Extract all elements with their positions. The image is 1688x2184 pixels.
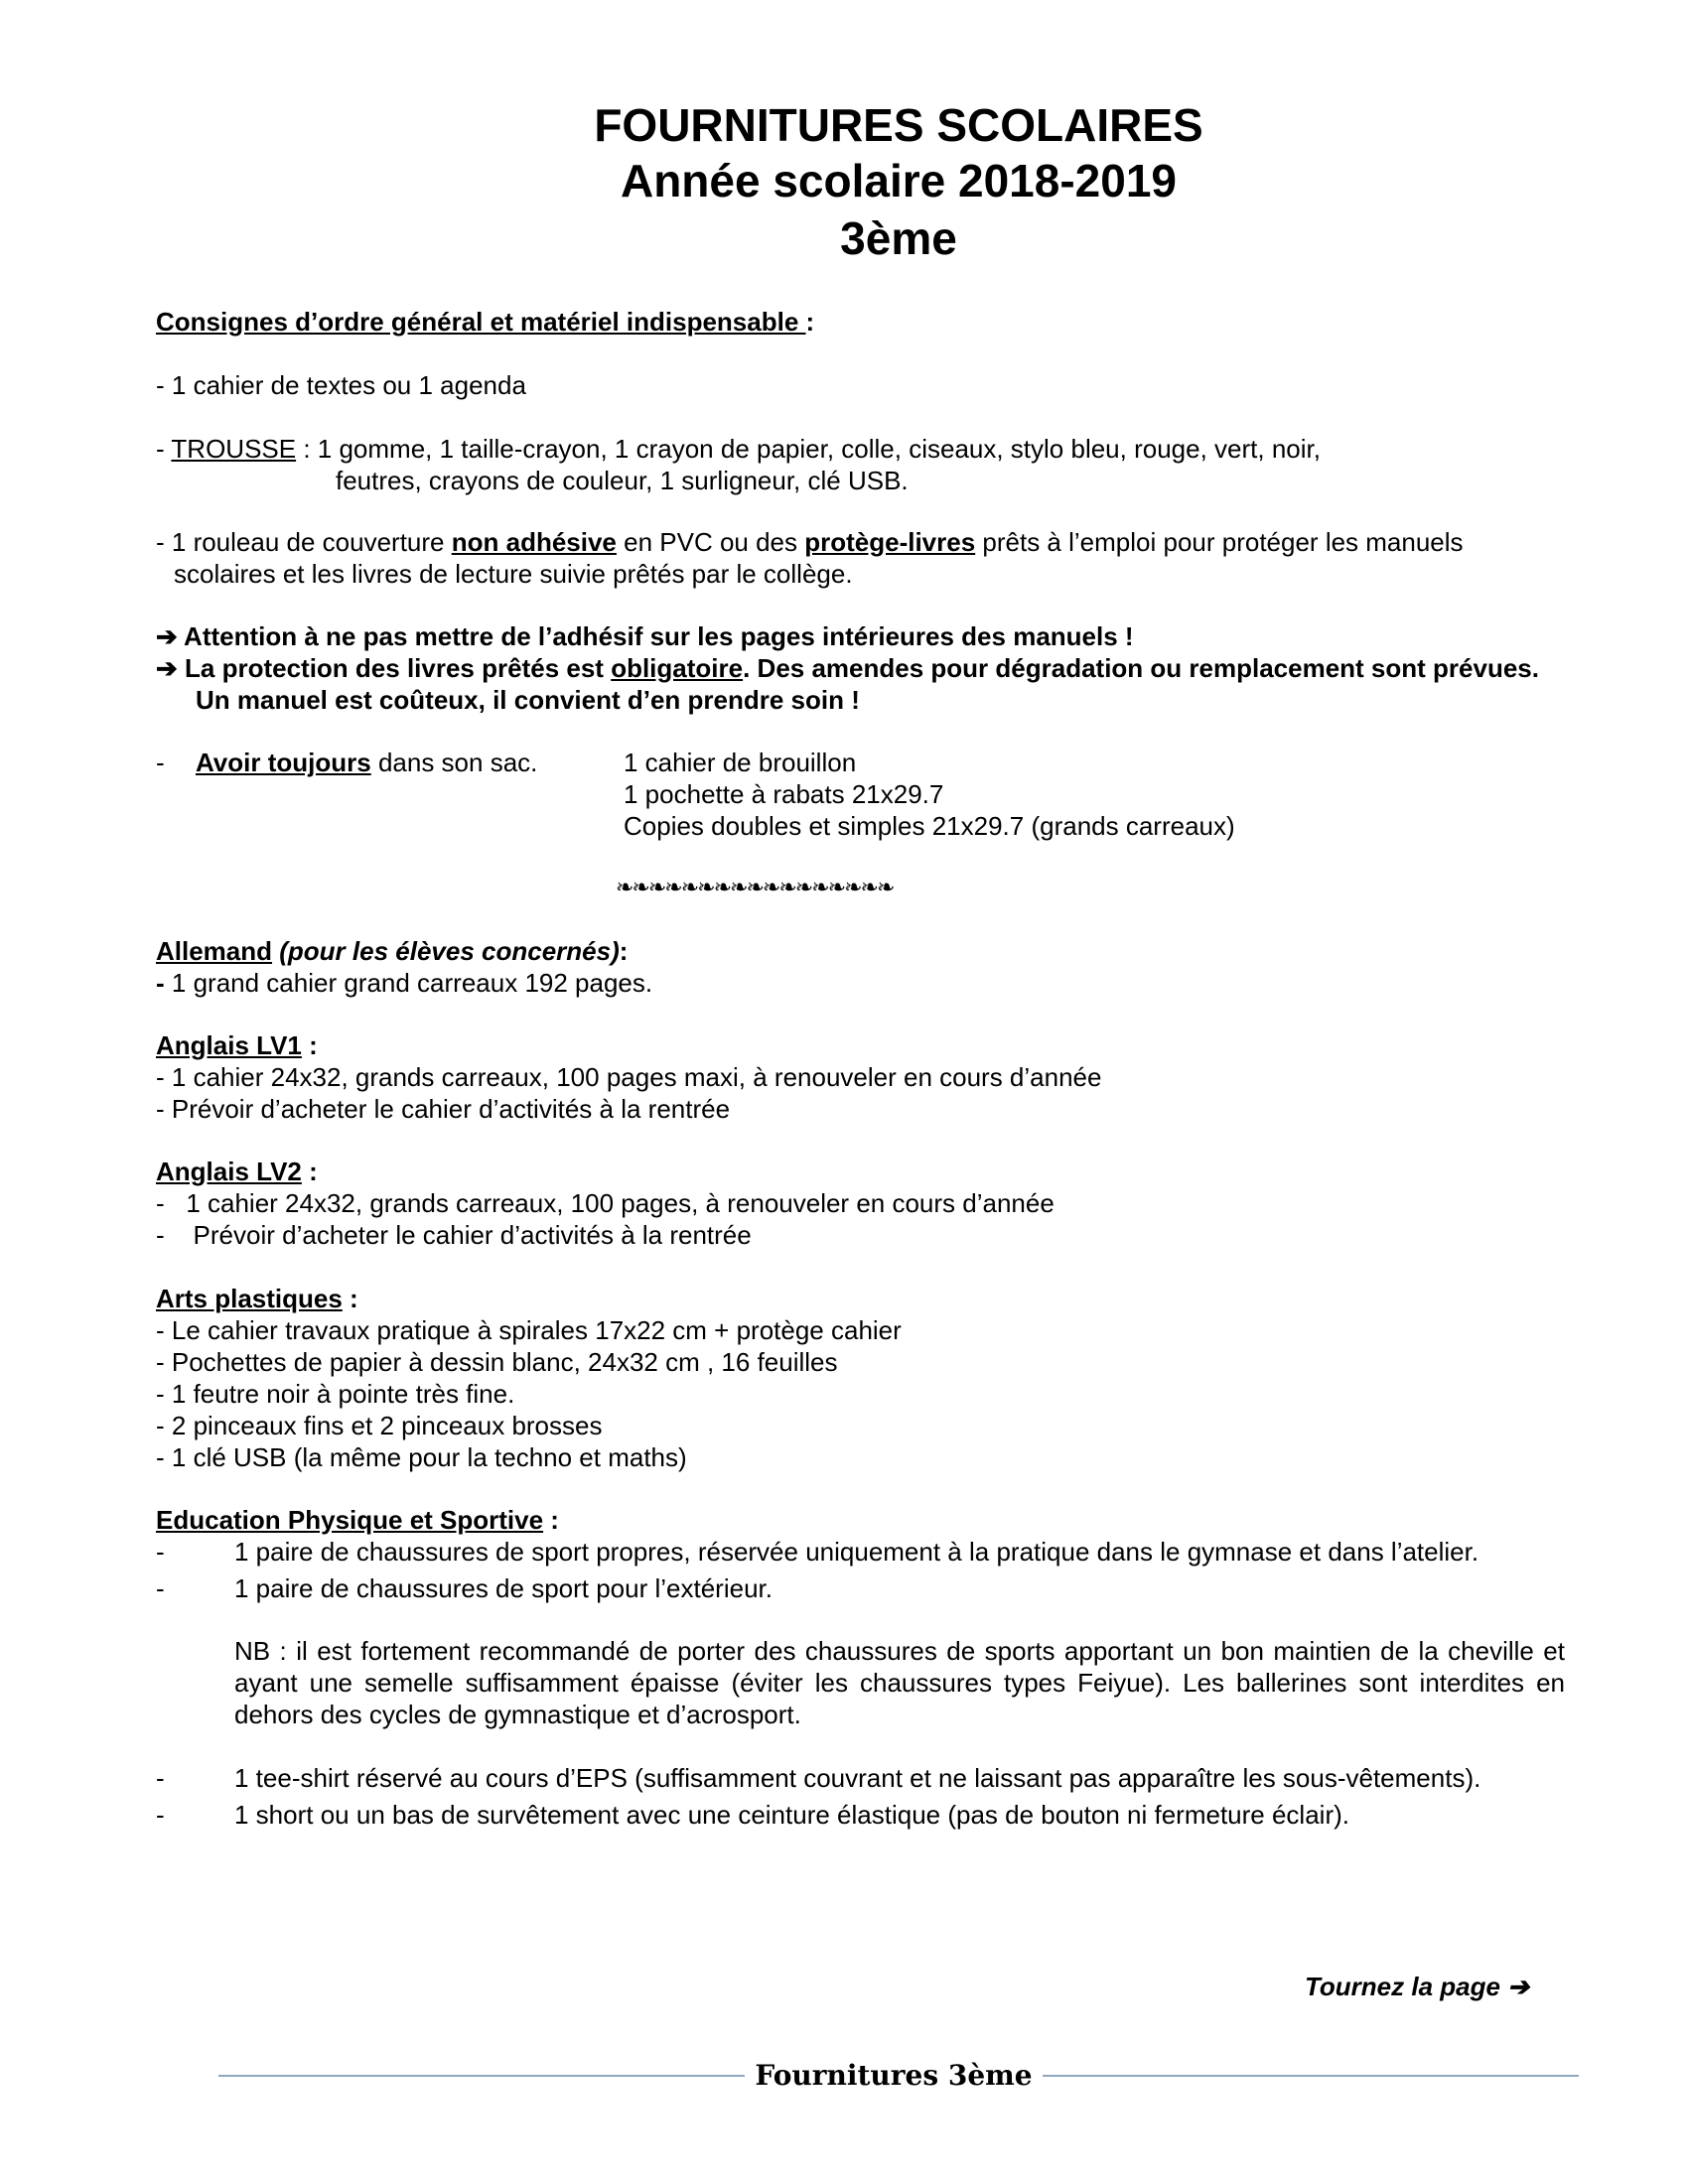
anglais-lv2-heading: Anglais LV2 : xyxy=(156,1157,318,1186)
list-item: - 1 grand cahier grand carreaux 192 pages. xyxy=(156,968,653,998)
rouleau-item: - 1 rouleau de couverture non adhésive en PVC ou des protège-livres prêts à l’emploi pour protéger les manuels xyxy=(156,527,1464,557)
list-item: - 1 cahier 24x32, grands carreaux, 100 pages maxi, à renouveler en cours d’année xyxy=(156,1062,1102,1092)
arrow-icon: ➔ xyxy=(156,621,178,651)
list-item: - Prévoir d’acheter le cahier d’activités à la rentrée xyxy=(156,1094,731,1124)
arts-heading: Arts plastiques : xyxy=(156,1284,358,1313)
footer-rule-left xyxy=(218,2075,745,2077)
list-item: 1 tee-shirt réservé au cours d’EPS (suffisamment couvrant et ne laissant pas apparaître les sous-vêtements). xyxy=(234,1763,1481,1793)
list-dash: - xyxy=(156,1537,165,1567)
list-item: 1 short ou un bas de survêtement avec une ceinture élastique (pas de bouton ni fermeture éclair). xyxy=(234,1800,1349,1830)
list-item: 1 cahier de brouillon xyxy=(624,748,857,777)
list-dash: - xyxy=(156,1763,165,1793)
grade-level: 3ème xyxy=(840,212,957,264)
list-item: - 2 pinceaux fins et 2 pinceaux brosses xyxy=(156,1411,603,1440)
eps-heading: Education Physique et Sportive : xyxy=(156,1505,559,1535)
list-item: - Prévoir d’acheter le cahier d’activités à la rentrée xyxy=(156,1220,752,1250)
warning-line-3: Un manuel est coûteux, il convient d’en prendre soin ! xyxy=(196,685,860,715)
warning-line-1: ➔ Attention à ne pas mettre de l’adhésif sur les pages intérieures des manuels ! xyxy=(156,621,1134,651)
avoir-label: Avoir toujours dans son sac. xyxy=(196,748,538,777)
anglais-lv1-heading: Anglais LV1 : xyxy=(156,1030,318,1060)
list-item: 1 pochette à rabats 21x29.7 xyxy=(624,779,944,809)
list-item: - 1 feutre noir à pointe très fine. xyxy=(156,1379,515,1409)
list-item: - 1 cahier 24x32, grands carreaux, 100 pages, à renouveler en cours d’année xyxy=(156,1188,1055,1218)
rouleau-item-continued: scolaires et les livres de lecture suivie prêtés par le collège. xyxy=(174,559,853,589)
footer-rule-right xyxy=(1043,2075,1579,2077)
eps-note: NB : il est fortement recommandé de porter des chaussures de sports apportant un bon maintien de la cheville et ayant une semelle suffisamment épaisse (éviter les chaussures types Feiyue). Les ballerines sont interdites en dehors des cycles de gymnastique et d’acrosport. xyxy=(234,1636,1565,1729)
list-item: - 1 cahier de textes ou 1 agenda xyxy=(156,370,526,400)
list-item: 1 paire de chaussures de sport propres, réservée uniquement à la pratique dans le gymnase et dans l’atelier. xyxy=(234,1537,1479,1567)
list-item: - Pochettes de papier à dessin blanc, 24x32 cm , 16 feuilles xyxy=(156,1347,838,1377)
list-item: - 1 clé USB (la même pour la techno et maths) xyxy=(156,1442,687,1472)
ornament-divider: ❧❧❧❧❧❧❧❧❧❧❧❧❧❧❧❧❧ xyxy=(616,876,894,900)
avoir-dash: - xyxy=(156,748,165,777)
list-item: - Le cahier travaux pratique à spirales 17x22 cm + protège cahier xyxy=(156,1315,902,1345)
arrow-icon: ➔ xyxy=(1507,1972,1529,2001)
trousse-item: - TROUSSE : 1 gomme, 1 taille-crayon, 1 crayon de papier, colle, ciseaux, stylo bleu, rouge, vert, noir, xyxy=(156,434,1321,464)
school-year: Année scolaire 2018-2019 xyxy=(620,155,1178,206)
page-footer: Fournitures 3ème xyxy=(755,2059,1033,2092)
warning-line-2: ➔ La protection des livres prêtés est obligatoire. Des amendes pour dégradation ou remplacement sont prévues. xyxy=(156,653,1539,683)
list-item: Copies doubles et simples 21x29.7 (grands carreaux) xyxy=(624,811,1235,841)
list-item: 1 paire de chaussures de sport pour l’extérieur. xyxy=(234,1573,773,1603)
turn-page-note: Tournez la page ➔ xyxy=(1305,1972,1529,2001)
arrow-icon: ➔ xyxy=(156,653,178,683)
list-dash: - xyxy=(156,1800,165,1830)
list-dash: - xyxy=(156,1573,165,1603)
allemand-heading: Allemand (pour les élèves concernés): xyxy=(156,936,629,966)
trousse-item-continued: feutres, crayons de couleur, 1 surligneur, clé USB. xyxy=(336,466,909,495)
page-title: FOURNITURES SCOLAIRES xyxy=(594,99,1203,151)
general-heading: Consignes d’ordre général et matériel indispensable : xyxy=(156,307,815,337)
